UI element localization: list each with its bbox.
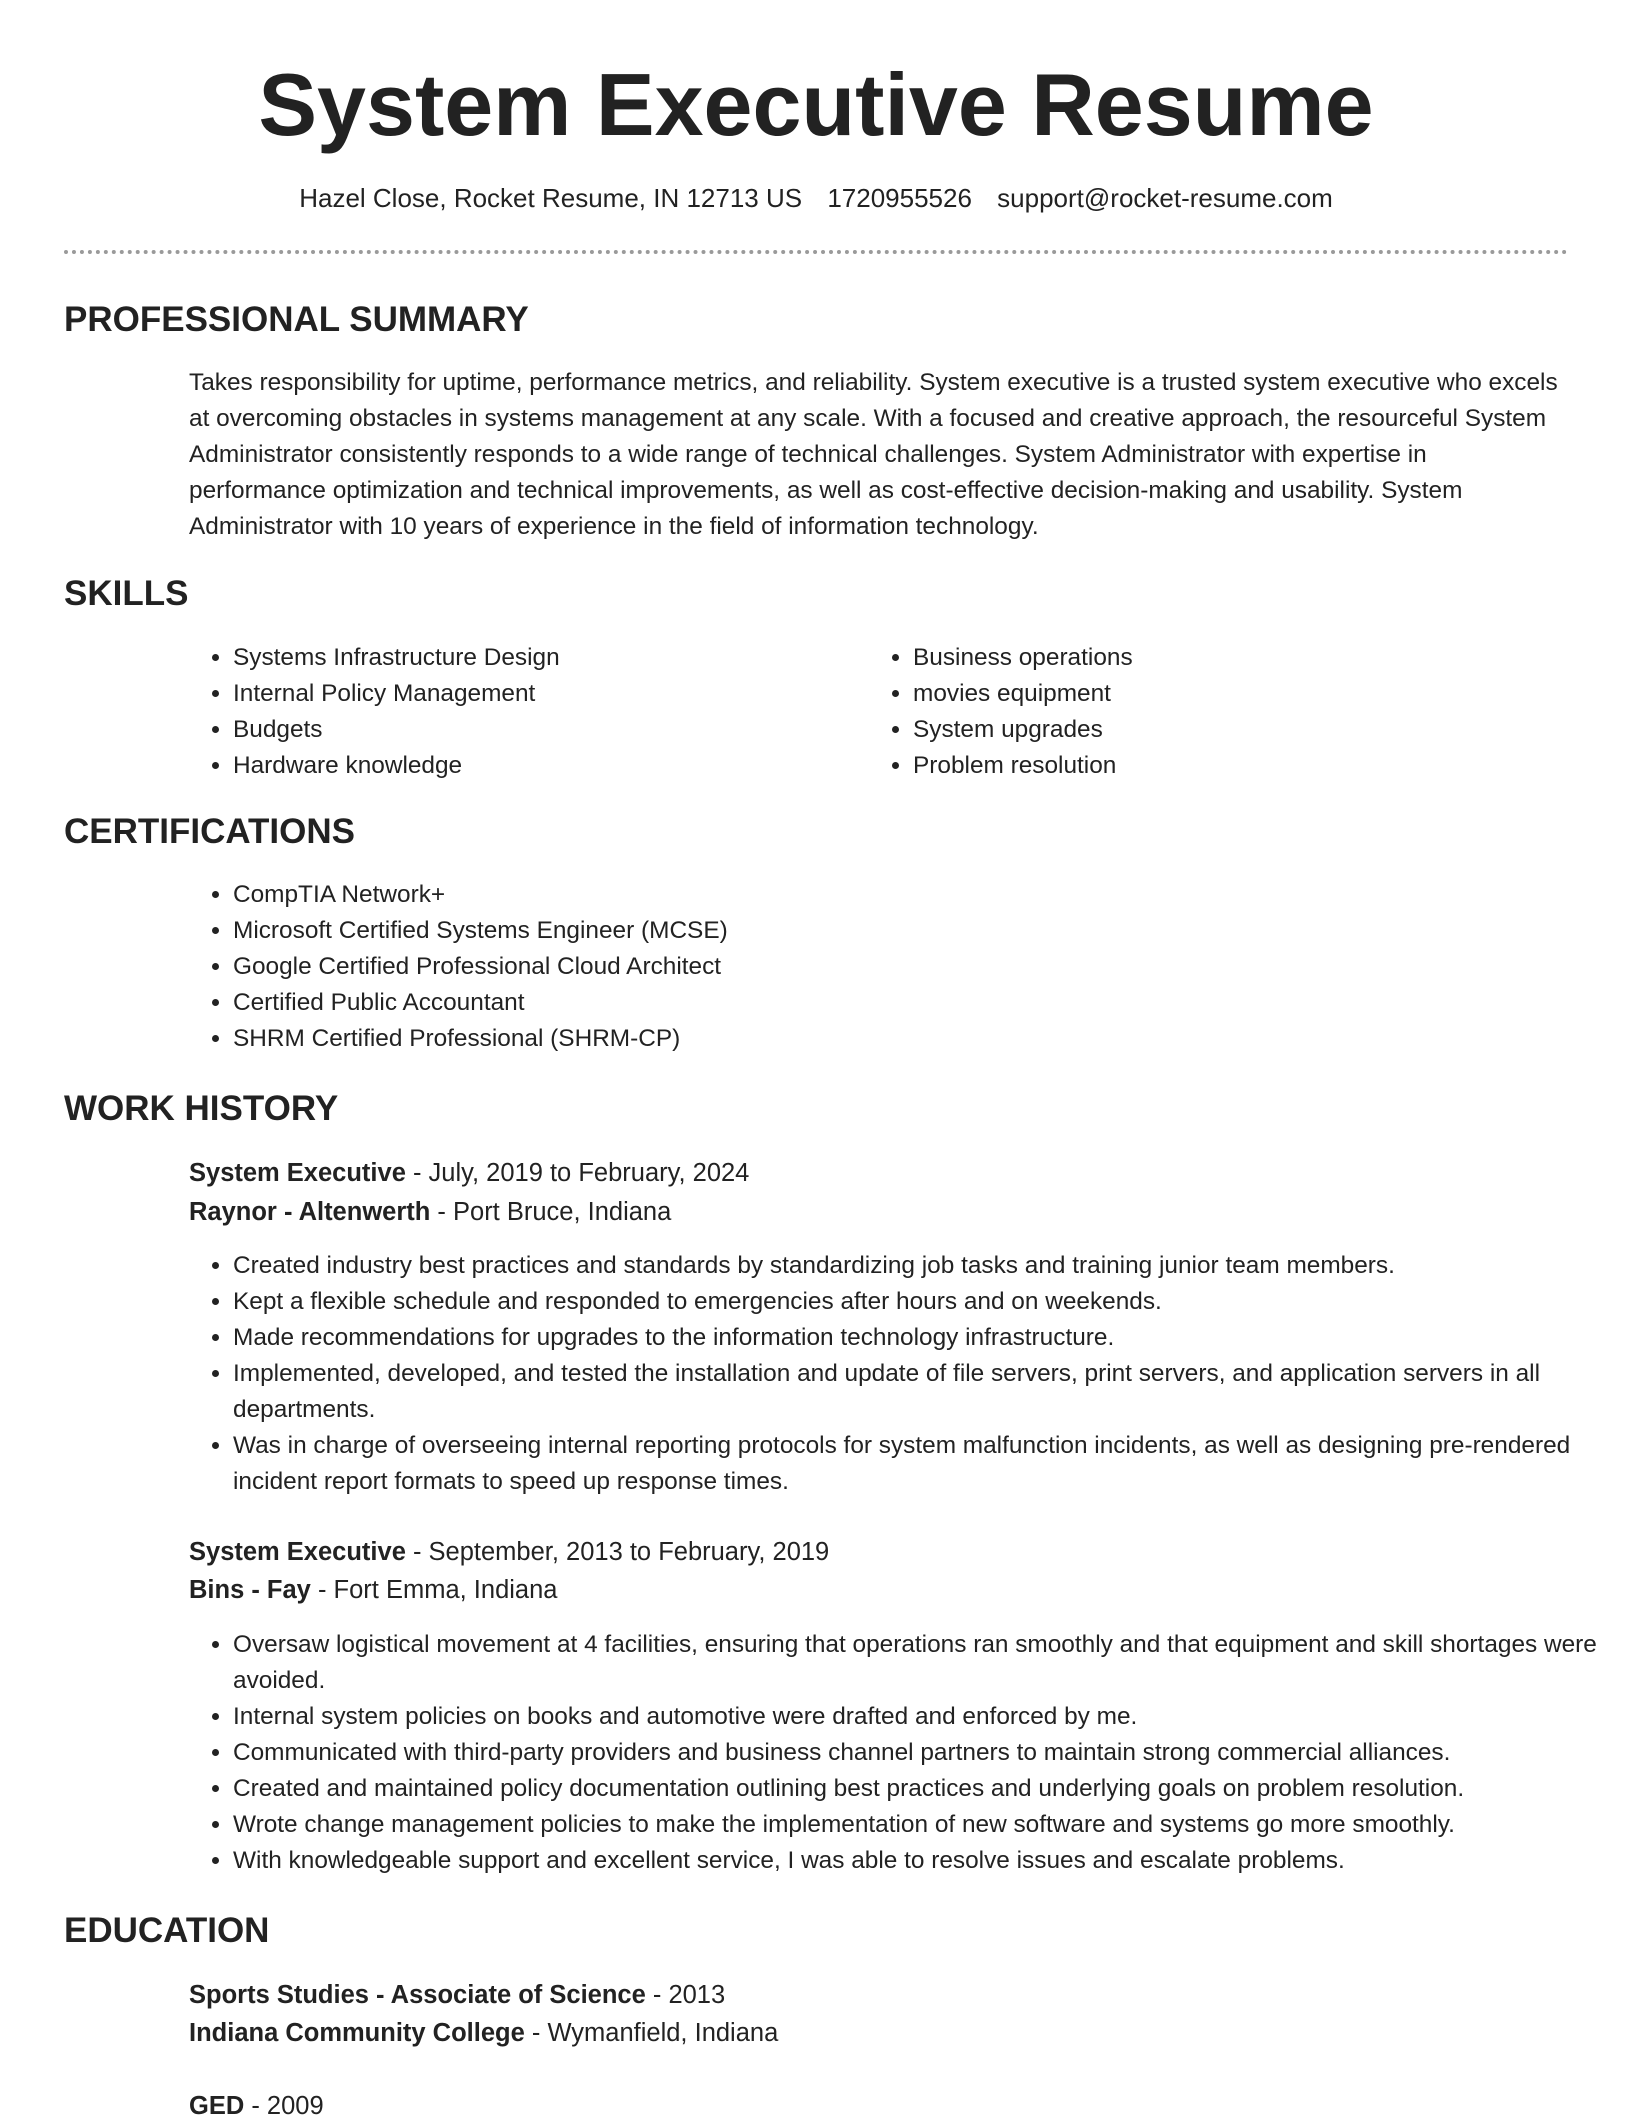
certification-item: • Certified Public Accountant <box>233 985 1533 1021</box>
job-bullet: • Was in charge of overseeing internal reporting protocols for system malfunction incidents, as well as designing pre-rendered incident report formats to speed up response times. <box>233 1428 1611 1500</box>
job-bullets <box>189 1248 1611 1500</box>
certification-item: • SHRM Certified Professional (SHRM-CP) <box>233 1021 1533 1057</box>
job-title-line <box>189 1533 829 1571</box>
certifications-list <box>189 877 1533 1057</box>
skill-item: • movies equipment <box>913 676 1543 712</box>
job-bullet: • Oversaw logistical movement at 4 facilities, ensuring that operations ran smoothly and that equipment and skill shortages were avoided. <box>233 1627 1611 1699</box>
education-school-line <box>189 2014 778 2052</box>
education-heading: EDUCATION <box>64 1911 270 1950</box>
summary-text: Takes responsibility for uptime, performance metrics, and reliability. System executive is a trusted system executive who excels at overcoming obstacles in systems management at any scale. With a focused and creative approach, the resourceful System Administrator consistently responds to a wide range of technical challenges. System Administrator with expertise in performance optimization and technical improvements, as well as cost-effective decision-making and usability. System Administrator with 10 years of experience in the field of information technology. <box>189 369 1558 540</box>
education-degree-line <box>189 1976 725 2014</box>
certification-item: • Google Certified Professional Cloud Architect <box>233 949 1533 985</box>
skill-item: • Problem resolution <box>913 748 1543 784</box>
certification-item: • Microsoft Certified Systems Engineer (MCSE) <box>233 913 1533 949</box>
contact-email: support@rocket-resume.com <box>997 183 1333 213</box>
education-year: - 2013 <box>645 1981 726 2009</box>
education-school: Indiana Community College <box>189 2019 525 2047</box>
skill-item: • Internal Policy Management <box>233 676 863 712</box>
contact-address: Hazel Close, Rocket Resume, IN 12713 US <box>299 183 803 213</box>
job-bullet: • Wrote change management policies to make the implementation of new software and systems go more smoothly. <box>233 1807 1611 1843</box>
certifications-heading: CERTIFICATIONS <box>64 812 356 851</box>
skill-item: • Business operations <box>913 640 1543 676</box>
skills-list-left <box>189 640 863 784</box>
skill-item: • Budgets <box>233 712 863 748</box>
job-company: Bins - Fay <box>189 1576 311 1604</box>
job-bullet: • Made recommendations for upgrades to the information technology infrastructure. <box>233 1320 1611 1356</box>
skill-item: • Hardware knowledge <box>233 748 863 784</box>
contact-phone: 1720955526 <box>827 183 972 213</box>
resume-title: System Executive Resume <box>258 55 1374 154</box>
contact-line <box>0 180 1632 216</box>
job-bullet: • Communicated with third-party providers and business channel partners to maintain strong commercial alliances. <box>233 1735 1611 1771</box>
job-bullet: • Implemented, developed, and tested the installation and update of file servers, print servers, and application servers in all departments. <box>233 1356 1611 1428</box>
job-location: - Port Bruce, Indiana <box>430 1198 672 1226</box>
job-title: System Executive <box>189 1538 406 1566</box>
education-degree: GED <box>189 2092 245 2120</box>
job-dates: - September, 2013 to February, 2019 <box>405 1538 830 1566</box>
job-bullet: • With knowledgeable support and excellent service, I was able to resolve issues and escalate problems. <box>233 1843 1611 1879</box>
summary-heading: PROFESSIONAL SUMMARY <box>64 300 529 339</box>
job-company-line <box>189 1193 671 1231</box>
education-degree-line <box>189 2087 324 2125</box>
job-bullets <box>189 1627 1611 1879</box>
skills-list-right <box>869 640 1543 784</box>
job-bullet: • Created and maintained policy documentation outlining best practices and underlying goals on problem resolution. <box>233 1771 1611 1807</box>
job-title-line <box>189 1154 749 1192</box>
education-year: - 2009 <box>244 2092 324 2120</box>
job-location: - Fort Emma, Indiana <box>310 1576 558 1604</box>
work-heading: WORK HISTORY <box>64 1089 339 1128</box>
job-bullet: • Created industry best practices and standards by standardizing job tasks and training junior team members. <box>233 1248 1611 1284</box>
education-degree: Sports Studies - Associate of Science <box>189 1981 646 2009</box>
job-title: System Executive <box>189 1159 406 1187</box>
job-bullet: • Kept a flexible schedule and responded to emergencies after hours and on weekends. <box>233 1284 1611 1320</box>
job-bullet: • Internal system policies on books and automotive were drafted and enforced by me. <box>233 1699 1611 1735</box>
job-dates: - July, 2019 to February, 2024 <box>405 1159 750 1187</box>
skill-item: • Systems Infrastructure Design <box>233 640 863 676</box>
skills-heading: SKILLS <box>64 574 189 613</box>
header-divider <box>64 250 1568 254</box>
skill-item: • System upgrades <box>913 712 1543 748</box>
job-company-line <box>189 1571 557 1609</box>
education-location: - Wymanfield, Indiana <box>524 2019 779 2047</box>
certification-item: • CompTIA Network+ <box>233 877 1533 913</box>
job-company: Raynor - Altenwerth <box>189 1198 431 1226</box>
